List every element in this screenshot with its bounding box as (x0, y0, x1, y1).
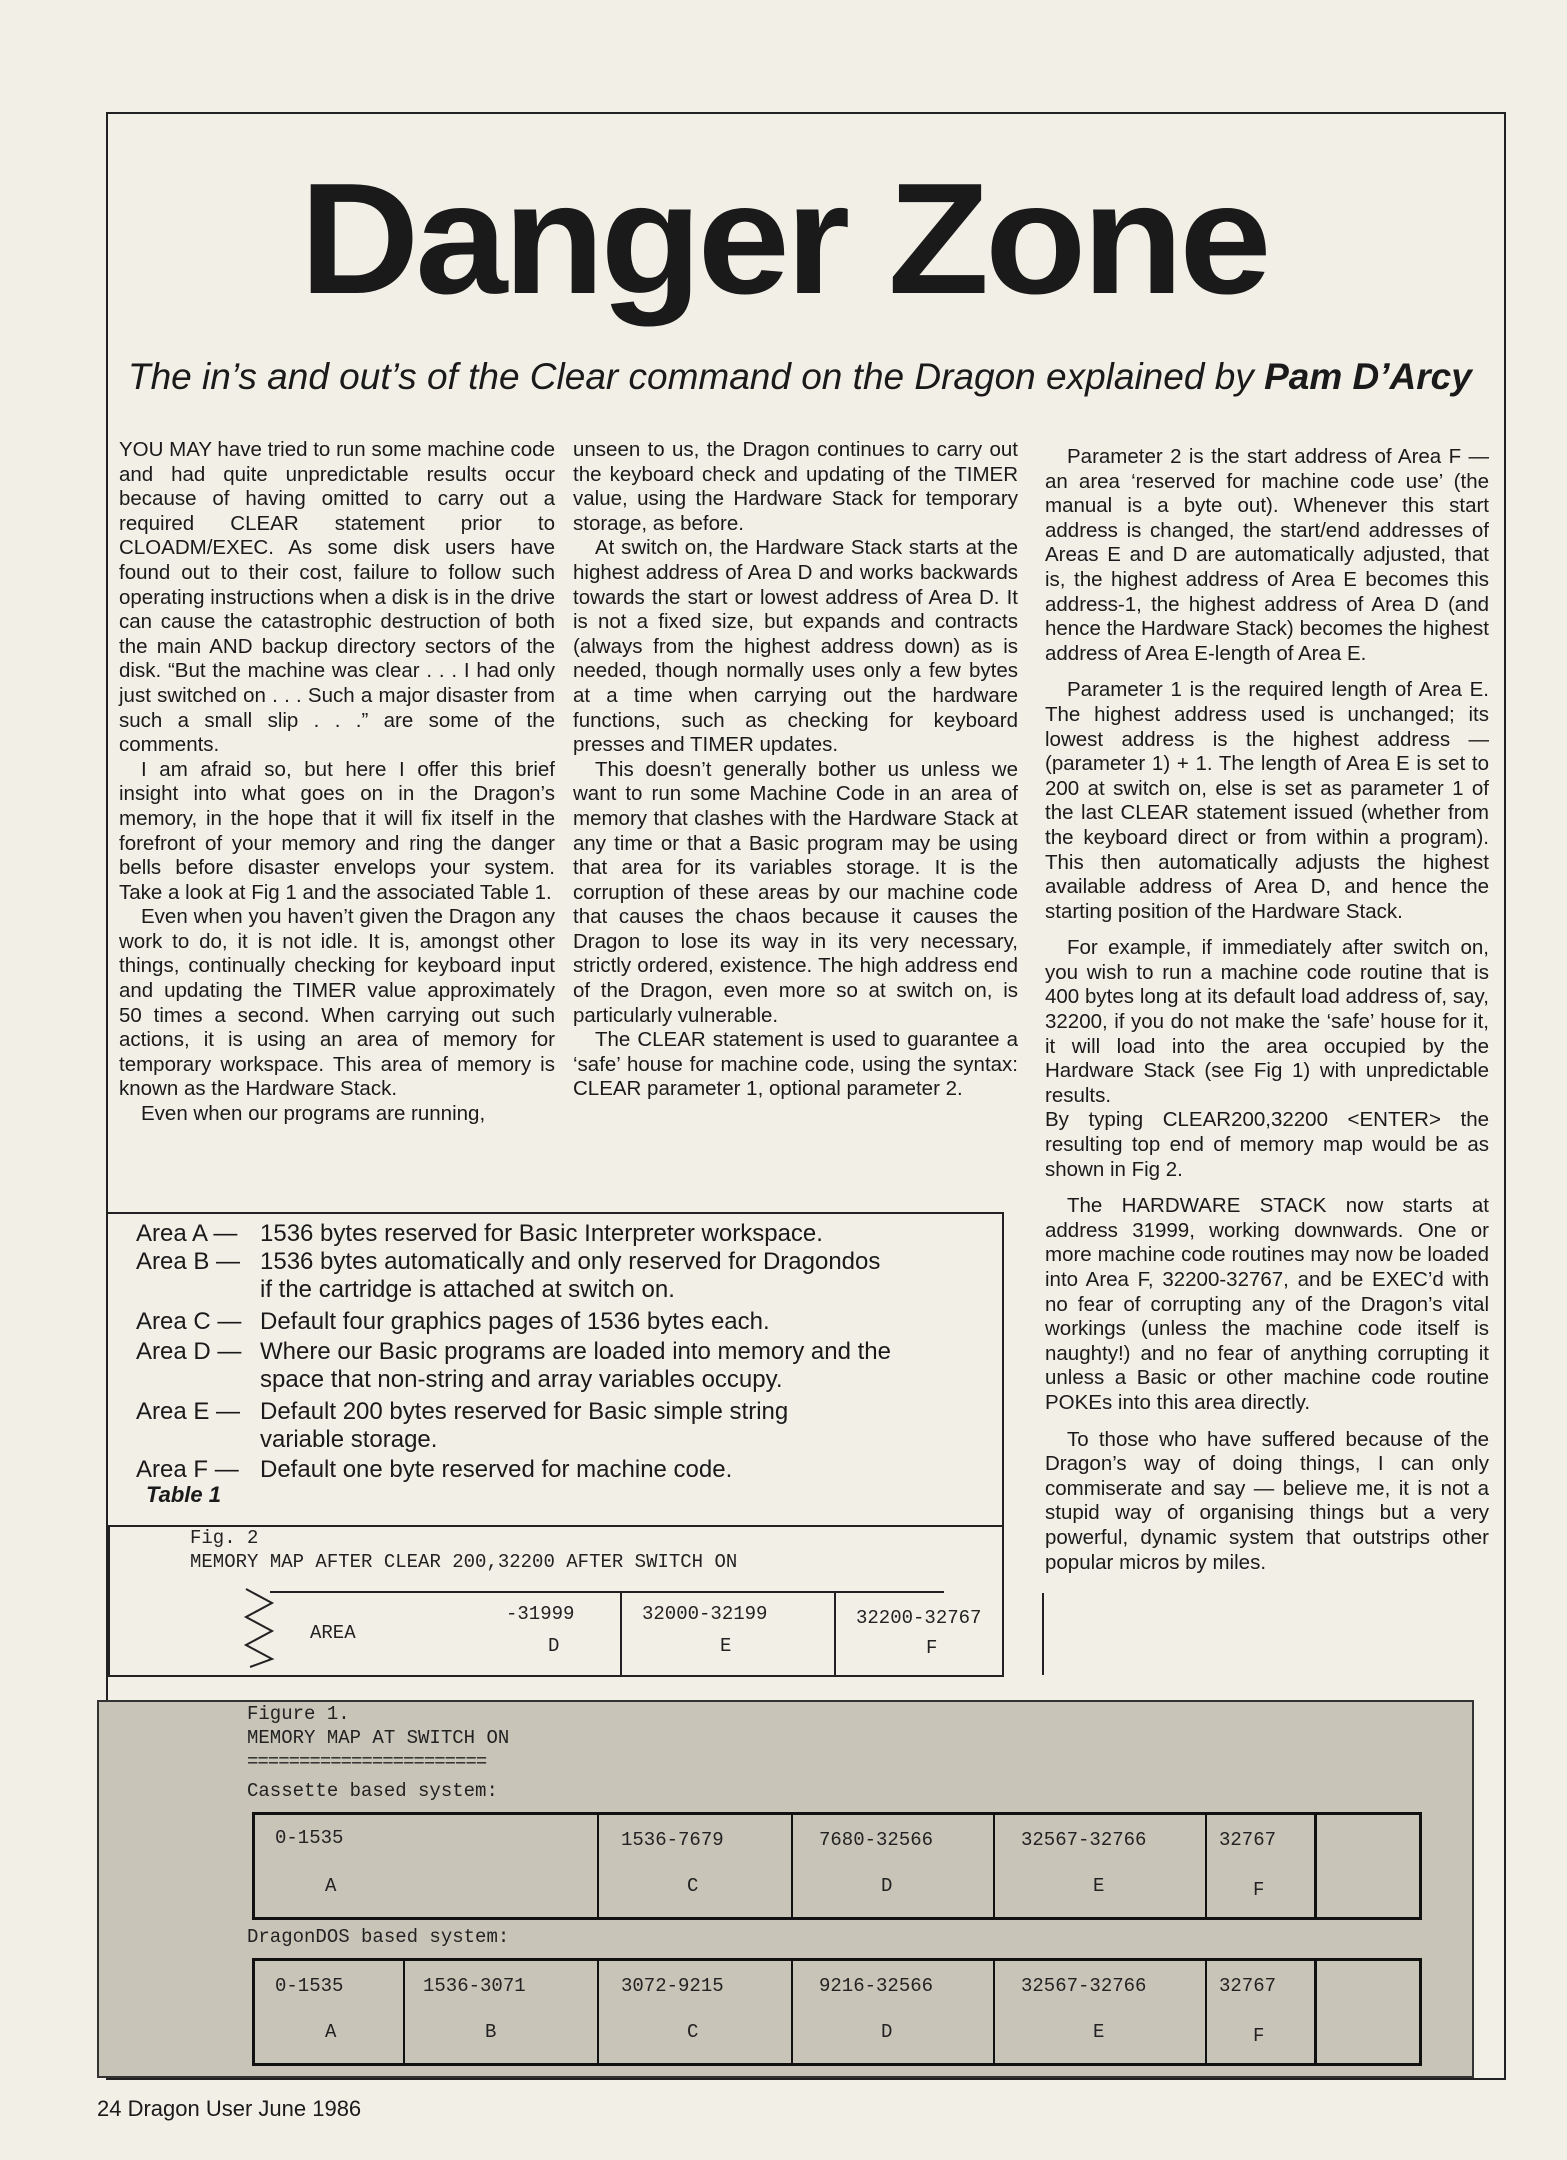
paragraph: This doesn’t generally bother us unless we want to run some Machine Code in an area of memory that clashes with the Hardware Stack at any time or that a Basic program may be using that area for its variables storage. It is the corruption of these areas by our machine code that causes the chaos because it causes the Dragon to lose its way in its very necessary, strictly ordered, existence. The high address end of the Dragon, even more so at switch on, is particularly vulnerable. (573, 757, 1018, 1027)
cassette-map (252, 1812, 1422, 1920)
cell-range: 3072-9215 (621, 1975, 724, 1997)
cell-area: E (720, 1635, 732, 1657)
map-cell (793, 1961, 995, 2063)
subtitle-text: The in’s and out’s of the Clear command on the Dragon explained by (128, 356, 1254, 397)
fig2-cell (270, 1593, 622, 1675)
column-3 (1045, 445, 1489, 1575)
map-cell (599, 1961, 793, 2063)
cell-range: 0-1535 (275, 1975, 344, 1997)
paragraph: I am afraid so, but here I offer this brief insight into what goes on in the Dragon’s memory, in the hope that it will fix itself in the forefront of your memory and ring the danger bells before disaster envelops your system. Take a look at Fig 1 and the associated Table 1. (119, 757, 555, 904)
cell-range: 32767 (1219, 1829, 1277, 1851)
cell-range: 1536-7679 (621, 1829, 724, 1851)
cell-range: 32767 (1219, 1975, 1277, 1997)
paragraph: The CLEAR statement is used to guarantee a ‘safe’ house for machine code, using the syntax: CLEAR parameter 1, optional parameter 2. (573, 1028, 1018, 1101)
column-1 (119, 438, 555, 1127)
dragondos-map (252, 1958, 1422, 2066)
map-cell (255, 1961, 405, 2063)
page-footer: 24 Dragon User June 1986 (97, 2096, 362, 2121)
table-area-label: Area F — (136, 1456, 239, 1483)
cell-area: E (1093, 2021, 1105, 2043)
cell-range: 1536-3071 (423, 1975, 526, 1997)
table-area-desc: Default 200 bytes reserved for Basic simple string (260, 1398, 789, 1425)
article-title: Danger Zone (299, 151, 1268, 327)
table-area-label: Area B — (136, 1248, 241, 1275)
table-area-label: Area D — (136, 1338, 242, 1365)
area-label: AREA (310, 1622, 356, 1644)
author-name: Pam D’Arcy (1264, 356, 1472, 397)
cell-area: E (1093, 1875, 1105, 1897)
fig2-row (270, 1591, 982, 1677)
paragraph: By typing CLEAR200,32200 <ENTER> the resulting top end of memory map would be as shown in Fig 2. (1045, 1108, 1489, 1181)
table-area-desc: 1536 bytes automatically and only reserved for Dragondos (260, 1248, 881, 1275)
paragraph: Even when you haven’t given the Dragon any work to do, it is not idle. It is, amongst other things, continually checking for keyboard input and updating the TIMER value approximately 50 times a second. When carrying out such actions, it is using an area of memory for temporary workspace. This area of memory is known as the Hardware Stack. (119, 905, 555, 1101)
paragraph: At switch on, the Hardware Stack starts at the highest address of Area D and works backwards towards the start or lowest address of Area D. It is not a fixed size, but expands and contracts (always from the highest address down) as is needed, though normally uses only a few bytes at a time when carrying out the hardware functions, such as checking for keyboard presses and TIMER updates. (573, 536, 1018, 757)
paragraph: Parameter 1 is the required length of Area E. The highest address used is unchanged; its lowest address is the highest address — (parameter 1) + 1. The length of Area E is set to 200 at switch on, else is set as parameter 1 of the last CLEAR statement issued (whether from the keyboard direct or from within a program). This then automatically adjusts the highest available address of Area D, and hence the starting position of the Hardware Stack. (1045, 678, 1489, 923)
table-area-desc: Where our Basic programs are loaded into memory and the (260, 1338, 891, 1365)
cell-area: F (926, 1637, 938, 1659)
cell-range: 0-1535 (275, 1827, 344, 1849)
map-cell (793, 1815, 995, 1917)
cell-range: 9216-32566 (819, 1975, 934, 1997)
map-cell (255, 1815, 599, 1917)
table-area-desc: variable storage. (260, 1426, 438, 1453)
article-subtitle (128, 356, 1498, 398)
cell-range: 32567-32766 (1021, 1829, 1147, 1851)
table-area-label: Area E — (136, 1398, 241, 1425)
fig2-cell (836, 1593, 1044, 1675)
heading-rule: ======================= (247, 1751, 487, 1773)
column-2 (573, 438, 1018, 1102)
figure-1 (97, 1700, 1474, 2078)
table-area-label: Area C — (136, 1308, 242, 1335)
table-area-desc: 1536 bytes reserved for Basic Interpreter workspace. (260, 1220, 823, 1247)
figure-2 (108, 1527, 1004, 1677)
map-cell (995, 1815, 1207, 1917)
paragraph: YOU MAY have tried to run some machine code and had quite unpredictable results occur because of having omitted to carry out a required CLEAR statement prior to CLOADM/EXEC. As some disk users have found out to their cost, failure to follow such operating instructions when a disk is in the drive can cause the catastrophic destruction of both the main AND backup directory sectors of the disk. “But the machine was clear . . . I had only just switched on . . . Such a major disaster from such a small slip . . .” are some of the comments. (119, 438, 555, 757)
cell-area: D (881, 2021, 893, 2043)
paragraph: The HARDWARE STACK now starts at address 31999, working downwards. One or more machine code routines may now be loaded into Area F, 32200-32767, and be EXEC’d with no fear of corrupting any of the Dragon’s vital workings (unless the machine code itself is naughty!) and no fear of anything corrupting it unless a Basic or other machine code routine POKEs into this area directly. (1045, 1194, 1489, 1414)
figure-caption: Figure 1. (247, 1703, 350, 1725)
cell-area: C (687, 1875, 699, 1897)
table-1 (108, 1212, 1004, 1527)
paragraph: Even when our programs are running, (141, 1102, 486, 1126)
cell-range: 32000-32199 (642, 1603, 768, 1625)
cell-range: 32200-32767 (856, 1607, 982, 1629)
paragraph: To those who have suffered because of the Dragon’s way of doing things, I can only commiserate and say — believe me, it is not a stupid way of organising things but a very powerful, dynamic system that outstrips other popular micros by miles. (1045, 1427, 1489, 1574)
fig1-header (247, 1702, 509, 1774)
map-cell (405, 1961, 599, 2063)
figure-caption: Fig. 2 (190, 1527, 259, 1549)
table-area-desc: Default one byte reserved for machine code. (260, 1456, 733, 1483)
cell-range: -31999 (506, 1603, 575, 1625)
cell-area: B (485, 2021, 497, 2043)
paragraph: For example, if immediately after switch on, you wish to run a machine code routine that is 400 bytes long at its default load address of, say, 32200, if you do not make the ‘safe’ house for it, it will load into the area occupied by the Hardware Stack (see Fig 1) with unpredictable results. (1045, 936, 1489, 1107)
map-cell (995, 1961, 1207, 2063)
map-cell (1207, 1815, 1317, 1917)
cell-area: D (881, 1875, 893, 1897)
table-area-desc: Default four graphics pages of 1536 bytes each. (260, 1308, 770, 1335)
figure-heading: MEMORY MAP AFTER CLEAR 200,32200 AFTER SWITCH ON (190, 1551, 738, 1573)
table-caption: Table 1 (146, 1482, 221, 1507)
cell-range: 32567-32766 (1021, 1975, 1147, 1997)
cell-area: F (1253, 2025, 1265, 2047)
cell-area: F (1253, 1879, 1265, 1901)
map-cell (1207, 1961, 1317, 2063)
cell-area: A (325, 2021, 337, 2043)
dragondos-label: DragonDOS based system: (247, 1926, 510, 1948)
paragraph: unseen to us, the Dragon continues to carry out the keyboard check and updating of the TIMER value, using the Hardware Stack for temporary storage, as before. (573, 438, 1018, 535)
fig2-cell (622, 1593, 836, 1675)
cell-area: D (548, 1635, 560, 1657)
cell-area: C (687, 2021, 699, 2043)
cell-area: A (325, 1875, 337, 1897)
figure-heading: MEMORY MAP AT SWITCH ON (247, 1727, 510, 1749)
paragraph: Parameter 2 is the start address of Area F — an area ‘reserved for machine code use’ (the manual is a byte out). Whenever this start address is changed, the start/end addresses of Areas E and D are automatically adjusted, that is, the highest address of Area E becomes this address-1, the highest address of Area D (and hence the Hardware Stack) becomes the highest address of Area E-length of Area E. (1045, 445, 1489, 665)
map-cell (599, 1815, 793, 1917)
cassette-label: Cassette based system: (247, 1780, 498, 1802)
table-area-desc: if the cartridge is attached at switch on. (260, 1276, 675, 1303)
cell-range: 7680-32566 (819, 1829, 934, 1851)
table-area-desc: space that non-string and array variables occupy. (260, 1366, 783, 1393)
table-area-label: Area A — (136, 1220, 238, 1247)
